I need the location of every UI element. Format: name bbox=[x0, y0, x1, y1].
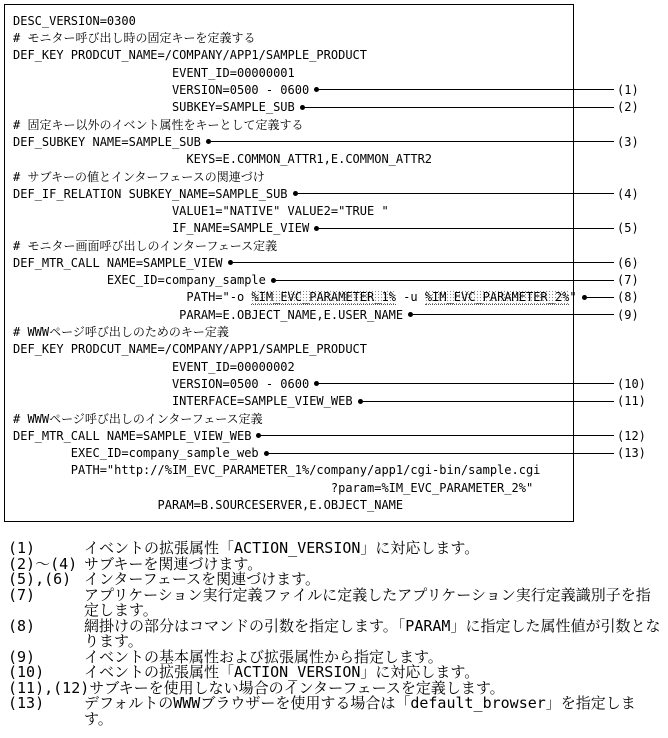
callout-connector-line bbox=[261, 435, 614, 436]
code-text bbox=[13, 410, 263, 427]
legend-row-text: サブキーを関連づけます。 bbox=[84, 554, 263, 573]
code-line bbox=[13, 427, 651, 444]
legend-row-label: (8) bbox=[8, 616, 36, 635]
legend-row-label: (10) bbox=[8, 663, 45, 681]
code-text bbox=[13, 273, 266, 287]
code-text-segment: EVENT_ID=00000002 bbox=[13, 359, 295, 374]
callout-connector-line bbox=[305, 107, 614, 108]
callout-connector-line bbox=[363, 401, 614, 402]
code-text-segment: DEF_MTR_CALL NAME=SAMPLE_VIEW_WEB bbox=[13, 428, 252, 443]
code-text-segment: DEF_IF_RELATION SUBKEY_NAME=SAMPLE_SUB bbox=[13, 186, 288, 201]
legend-row-label: (13) bbox=[8, 694, 45, 712]
callout-connector-line bbox=[413, 314, 614, 315]
code-text-segment: DEF_SUBKEY NAME=SAMPLE_SUB bbox=[13, 134, 201, 149]
code-text bbox=[13, 463, 540, 477]
callout-connector-line bbox=[587, 297, 614, 298]
code-text-segment: PARAM=E.OBJECT_NAME,E.USER_NAME bbox=[13, 307, 404, 322]
code-line bbox=[13, 64, 573, 81]
callout-connector-line bbox=[276, 280, 614, 281]
legend-row-text: インターフェースを関連づけます。 bbox=[84, 570, 320, 588]
code-text-segment: # モニター呼び出し時の固定キーを定義する bbox=[13, 31, 256, 46]
code-line bbox=[13, 375, 651, 392]
code-text bbox=[13, 323, 229, 340]
code-line bbox=[13, 150, 573, 167]
legend-row-label: (7) bbox=[8, 585, 36, 604]
code-line bbox=[13, 29, 573, 46]
callout-label: (7) bbox=[617, 273, 639, 288]
legend-row-text: 網掛けの部分はコマンドの引数を指定します。「PARAM」に指定した属性値が引数となります。 bbox=[84, 616, 661, 650]
code-text bbox=[13, 204, 389, 218]
code-line bbox=[13, 185, 651, 202]
legend-row-label: (1) bbox=[8, 539, 36, 557]
code-text bbox=[13, 394, 353, 408]
code-line bbox=[13, 116, 573, 133]
code-text bbox=[13, 256, 223, 270]
legend-row bbox=[8, 585, 664, 619]
code-line bbox=[13, 358, 573, 375]
code-text-segment: DESC_VERSION=0300 bbox=[13, 13, 136, 28]
code-text-segment: INTERFACE=SAMPLE_VIEW_WEB bbox=[13, 394, 353, 409]
code-text-segment: DEF_KEY PRODCUT_NAME=/COMPANY/APP1/SAMPLE_PRODUCT bbox=[13, 48, 368, 63]
code-line bbox=[13, 12, 573, 29]
callout-label: (13) bbox=[617, 446, 646, 461]
legend-row-text: アプリケーション実行定義ファイルに定義したアプリケーション実行定義識別子を指定します。 bbox=[84, 585, 651, 619]
callout-label: (5) bbox=[617, 221, 639, 236]
code-text-segment: # サブキーの値とインターフェースの関連づけ bbox=[13, 169, 265, 184]
legend-row bbox=[8, 616, 664, 650]
code-line bbox=[13, 237, 573, 254]
code-text bbox=[13, 135, 201, 149]
code-text bbox=[13, 29, 255, 46]
legend-row-text: イベントの基本属性および拡張属性から指定します。 bbox=[84, 647, 443, 666]
code-text bbox=[13, 168, 265, 185]
code-text-segment: VALUE1="NATIVE" VALUE2="TRUE " bbox=[13, 203, 389, 218]
shaded-argument: %IM_EVC_PARAMETER_2% bbox=[424, 290, 570, 305]
code-text bbox=[13, 14, 136, 28]
callout-label: (10) bbox=[617, 376, 646, 391]
legend-row-text: イベントの拡張属性「ACTION_VERSION」に対応します。 bbox=[84, 539, 480, 557]
code-text-segment: # WWWページ呼び出しのインターフェース定義 bbox=[13, 411, 263, 426]
code-text bbox=[13, 342, 367, 356]
callout-connector-line bbox=[211, 141, 614, 142]
code-line bbox=[13, 271, 651, 288]
code-text-segment: DEF_MTR_CALL NAME=SAMPLE_VIEW bbox=[13, 255, 223, 270]
shaded-argument: %IM_EVC_PARAMETER_1% bbox=[251, 290, 396, 305]
code-text-segment: PARAM=B.SOURCESERVER,E.OBJECT_NAME bbox=[13, 497, 404, 512]
code-text bbox=[13, 360, 295, 374]
callout-label: (2) bbox=[617, 100, 639, 115]
code-line bbox=[13, 306, 651, 323]
legend-row-label: (11),(12) bbox=[8, 678, 90, 697]
code-text-segment: IF_NAME=SAMPLE_VIEW bbox=[13, 221, 310, 236]
code-line bbox=[13, 479, 573, 496]
callout-connector-line bbox=[319, 383, 614, 384]
code-text bbox=[13, 48, 367, 62]
code-line bbox=[13, 220, 651, 237]
callout-connector-line bbox=[298, 193, 614, 194]
code-line bbox=[13, 47, 573, 64]
code-text-segment: # 固定キー以外のイベント属性をキーとして定義する bbox=[13, 117, 304, 132]
code-text-segment: EXEC_ID=company_sample_web bbox=[13, 446, 259, 461]
code-text bbox=[13, 237, 277, 254]
code-text bbox=[13, 308, 403, 322]
code-text-segment: ?param=%IM_EVC_PARAMETER_2%" bbox=[13, 480, 534, 495]
code-line bbox=[13, 133, 651, 150]
callout-label: (8) bbox=[617, 290, 639, 305]
code-line bbox=[13, 168, 573, 185]
legend-row-label: (2)～(4) bbox=[8, 554, 78, 573]
callout-label: (9) bbox=[617, 307, 639, 322]
callout-label: (12) bbox=[617, 428, 646, 443]
code-text-segment: PATH="-o bbox=[13, 290, 252, 305]
code-text bbox=[13, 290, 577, 304]
callout-label: (1) bbox=[617, 82, 639, 97]
callout-connector-line bbox=[233, 262, 614, 263]
legend-row-text: イベントの拡張属性「ACTION_VERSION」に対応します。 bbox=[84, 663, 480, 681]
code-line bbox=[13, 393, 651, 410]
code-text-segment: " bbox=[569, 290, 577, 305]
code-text bbox=[13, 429, 251, 443]
code-text bbox=[13, 83, 309, 97]
code-text bbox=[13, 446, 259, 460]
code-line bbox=[13, 323, 573, 340]
code-text bbox=[13, 152, 432, 166]
callout-connector-line bbox=[319, 228, 614, 229]
callout-label: (6) bbox=[617, 255, 639, 270]
legend-row-label: (9) bbox=[8, 647, 36, 666]
legend-row bbox=[8, 696, 664, 727]
code-text-segment: DEF_KEY PRODCUT_NAME=/COMPANY/APP1/SAMPLE_PRODUCT bbox=[13, 342, 368, 357]
code-text-segment: VERSION=0500 - 0600 bbox=[13, 376, 310, 391]
callout-label: (4) bbox=[617, 186, 639, 201]
code-text bbox=[13, 187, 288, 201]
code-text bbox=[13, 481, 533, 495]
code-listing-box bbox=[4, 4, 646, 522]
callout-legend bbox=[8, 541, 664, 727]
code-text bbox=[13, 66, 295, 80]
code-text bbox=[13, 498, 403, 512]
code-line bbox=[13, 341, 573, 358]
code-line bbox=[13, 98, 651, 115]
legend-row-text: サブキーを使用しない場合のインターフェースを定義します。 bbox=[89, 678, 505, 697]
callout-label: (3) bbox=[617, 134, 639, 149]
code-line bbox=[13, 289, 651, 306]
code-text bbox=[13, 100, 295, 114]
callout-connector-line bbox=[269, 453, 614, 454]
code-text-segment: # WWWページ呼び出しのためのキー定義 bbox=[13, 325, 229, 340]
code-text-segment: # モニター画面呼び出しのインターフェース定義 bbox=[13, 239, 278, 253]
code-text-segment: PATH="http://%IM_EVC_PARAMETER_1%/company/app1/cgi-bin/sample.cgi bbox=[13, 463, 541, 478]
code-text bbox=[13, 116, 303, 133]
code-line bbox=[13, 444, 651, 461]
code-text-segment: -u bbox=[395, 290, 425, 305]
callout-connector-line bbox=[319, 89, 614, 90]
legend-row-label: (5),(6) bbox=[8, 570, 72, 588]
code-text-segment: EVENT_ID=00000001 bbox=[13, 65, 295, 80]
code-line bbox=[13, 81, 651, 98]
code-text-segment: KEYS=E.COMMON_ATTR1,E.COMMON_ATTR2 bbox=[13, 152, 433, 167]
code-line bbox=[13, 462, 573, 479]
code-text-segment: VERSION=0500 - 0600 bbox=[13, 82, 310, 97]
legend-row-text: デフォルトのWWWブラウザーを使用する場合は「default_browser」を指定します。 bbox=[84, 694, 636, 728]
code-text bbox=[13, 221, 309, 235]
code-text bbox=[13, 377, 309, 391]
code-text-segment: SUBKEY=SAMPLE_SUB bbox=[13, 100, 295, 115]
code-line bbox=[13, 496, 573, 513]
code-line bbox=[13, 202, 573, 219]
code-line bbox=[13, 254, 651, 271]
code-line bbox=[13, 410, 573, 427]
callout-label: (11) bbox=[617, 394, 646, 409]
code-text-segment: EXEC_ID=company_sample bbox=[13, 273, 266, 288]
